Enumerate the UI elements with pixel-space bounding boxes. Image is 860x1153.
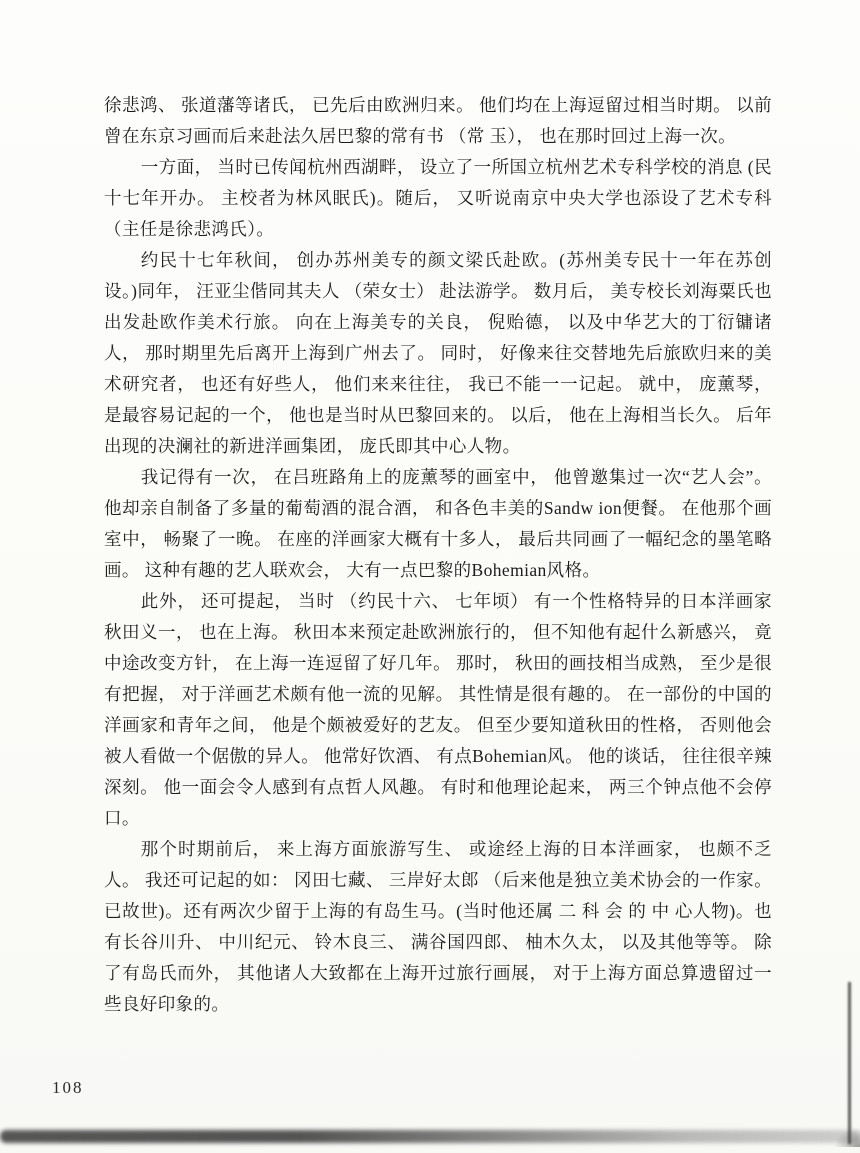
text-block xyxy=(104,90,772,1020)
paragraph: 徐悲鸿、 张道藩等诸氏， 已先后由欧洲归来。 他们均在上海逗留过相当时期。 以前曾在东京习画而后来赴法久居巴黎的常有书 （常 玉）， 也在那时回过上海一次。 xyxy=(104,95,772,146)
paragraph: 此外， 还可提起， 当时 （约民十六、 七年顷） 有一个性格特异的日本洋画家秋田义一， 也在上海。 秋田本来预定赴欧洲旅行的， 但不知他有起什么新感兴， 竟中途改变方针， 在上海一连逗留了好几年。 那时， 秋田的画技相当成熟， 至少是很有把握， 对于洋画艺术颇有他一流的见解。 其性情是很有趣的。 在一部份的中国的洋画家和青年之间， 他是个颇被爱好的艺友。 但至少要知道秋田的性格， 否则他会被人看做一个倨傲的异人。 他常好饮酒、 有点Bohemian风。 他的谈话， 往往很辛辣深刻。 他一面会令人感到有点哲人风趣。 有时和他理论起来， 两三个钟点他不会停口。 xyxy=(104,591,772,828)
paragraph: 我记得有一次， 在吕班路角上的庞薰琴的画室中， 他曾邀集过一次“艺人会”。他却亲自制备了多量的葡萄酒的混合酒， 和各色丰美的Sandw ion便餐。 在他那个画室中， 畅聚了一晚。 在座的洋画家大概有十多人， 最后共同画了一幅纪念的墨笔略画。 这种有趣的艺人联欢会， 大有一点巴黎的Bohemian风格。 xyxy=(104,467,772,580)
scan-artifact-bottom-edge xyxy=(0,1130,860,1143)
paragraph: 一方面， 当时已传闻杭州西湖畔， 设立了一所国立杭州艺术专科学校的消息 (民十七年开办。 主校者为林风眠氏)。随后， 又听说南京中央大学也添设了艺术专科 （主任是徐悲鸿氏）。 xyxy=(104,157,772,239)
scan-artifact-right-edge xyxy=(848,982,851,1144)
page-number: 108 xyxy=(52,1078,84,1097)
scan-artifact-corner-shadow xyxy=(834,1127,860,1147)
paragraph: 那个时期前后， 来上海方面旅游写生、 或途经上海的日本洋画家， 也颇不乏人。 我还可记起的如： 冈田七藏、 三岸好太郎 （后来他是独立美术协会的一作家。已故世)。还有两次少留于上海的有岛生马。(当时他还属 二 科 会 的 中 心人物)。也有长谷川升、 中川纪元、 铃木良三、 满谷国四郎、 柚木久太， 以及其他等等。 除了有岛氏而外， 其他诸人大致都在上海开过旅行画展， 对于上海方面总算遗留过一些良好印象的。 xyxy=(104,839,772,1014)
paragraph: 约民十七年秋间， 创办苏州美专的颜文梁氏赴欧。(苏州美专民十一年在苏创设。)同年， 汪亚尘偕同其夫人 （荣女士） 赴法游学。 数月后， 美专校长刘海粟氏也出发赴欧作美术行旅。 向在上海美专的关良， 倪贻德， 以及中华艺大的丁衍镛诸人， 那时期里先后离开上海到广州去了。 同时， 好像来往交替地先后旅欧归来的美术研究者， 也还有好些人， 他们来来往往， 我已不能一一记起。 就中， 庞薰琴， 是最容易记起的一个， 他也是当时从巴黎回来的。 以后， 他在上海相当长久。 后年出现的决澜社的新进洋画集团， 庞氏即其中心人物。 xyxy=(104,250,772,456)
